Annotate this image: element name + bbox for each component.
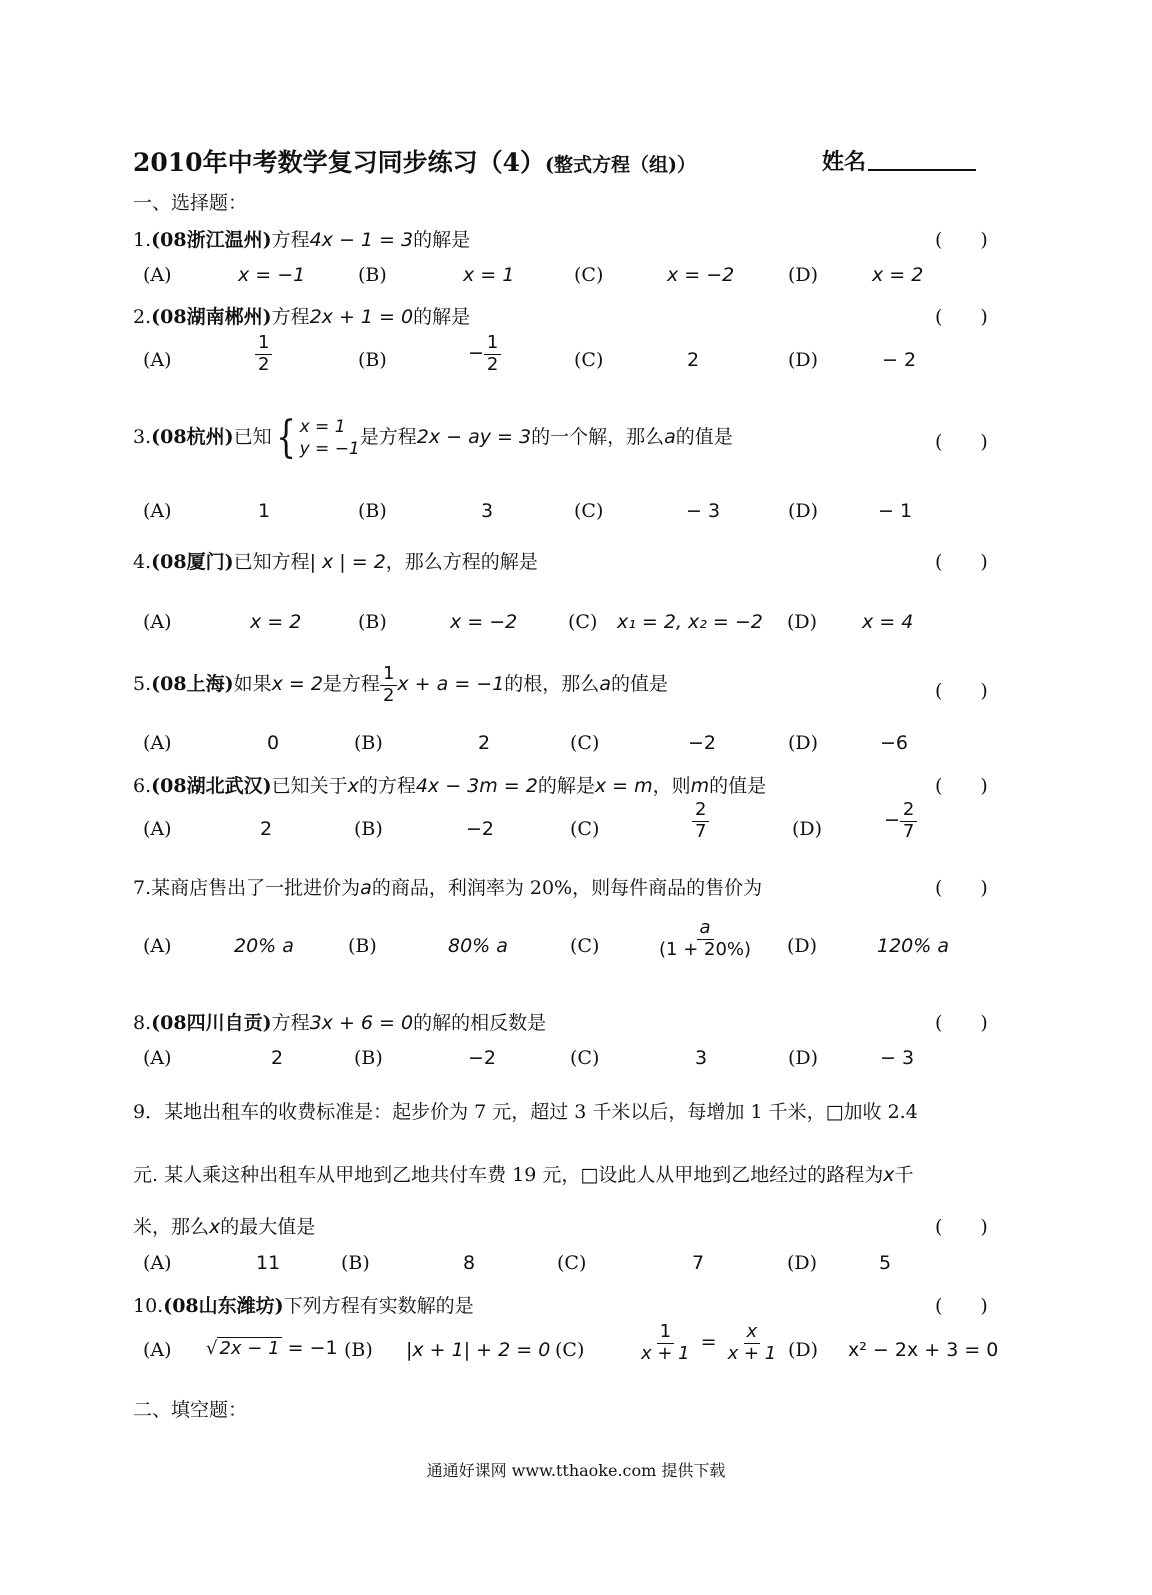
option-b-label: (B): [341, 1252, 370, 1274]
question-5: [133, 664, 668, 706]
option-d-value: x = 4: [862, 611, 914, 633]
option-d-value: x² − 2x + 3 = 0: [848, 1339, 999, 1361]
option-a-value: x = 2: [250, 611, 302, 633]
question-text: 某商店售出了一批进价为: [151, 877, 361, 899]
equation-system: { x = 1 y = −1: [275, 412, 360, 464]
variable: a: [599, 673, 611, 696]
question-number: 6.: [133, 775, 152, 797]
variable: x: [347, 775, 359, 797]
option-d-value: x = 2: [872, 264, 924, 286]
option-a-label: (A): [143, 500, 172, 522]
option-d-label: (D): [787, 1252, 818, 1274]
option-d-value: − 3: [880, 1047, 915, 1069]
section-fill-heading: 二、填空题：: [133, 1399, 248, 1421]
question-text: 米，那么: [133, 1216, 210, 1238]
option-b-value: 80% a: [448, 935, 508, 957]
option-c-label: (C): [568, 611, 598, 633]
question-9-line-1: 9．某地出租车的收费标准是：起步价为 7 元，超过 3 千米以后，每增加 1 千米，□加收 2.4: [133, 1101, 918, 1123]
question-10: [133, 1291, 474, 1318]
question-text: 的商品，利润率为 20%，则每件商品的售价为: [371, 877, 763, 899]
option-c-value: $\frac{1}{x + 1}$ = $\frac{x}{x + 1}$: [641, 1321, 777, 1364]
option-c-value: x₁ = 2, x₂ = −2: [617, 611, 763, 633]
option-c-label: (C): [557, 1252, 587, 1274]
question-2: [133, 302, 470, 329]
option-c-label: (C): [574, 349, 604, 371]
option-a-value: 20% a: [234, 935, 294, 957]
question-text: 的解是: [537, 775, 595, 797]
option-d-label: (D): [788, 349, 819, 371]
option-d-value: 5: [879, 1252, 892, 1274]
question-text: 的一个解，那么: [531, 426, 665, 449]
variable: m: [690, 775, 710, 797]
option-d-value: 120% a: [877, 935, 950, 957]
option-a-label: (A): [143, 611, 172, 633]
option-b-value: |x + 1| + 2 = 0: [406, 1339, 551, 1361]
title-sub: (整式方程（组)）: [544, 154, 696, 176]
option-a-label: (A): [143, 1252, 172, 1274]
answer-blank[interactable]: ( ): [935, 1295, 988, 1317]
option-b-value: 2: [478, 732, 491, 754]
question-9-line-2: [133, 1160, 914, 1187]
question-4: [133, 547, 538, 574]
question-text: 方程: [271, 229, 310, 251]
answer-blank[interactable]: ( ): [935, 306, 988, 328]
answer-blank[interactable]: ( ): [935, 1012, 988, 1034]
question-text: 千: [894, 1164, 914, 1186]
option-c-value: 3: [695, 1047, 708, 1069]
option-c-value: $\frac{2}{7}$: [692, 800, 709, 842]
question-number: 2.: [133, 306, 152, 328]
option-d-label: (D): [787, 611, 818, 633]
option-d-value: − $\frac{2}{7}$: [884, 800, 917, 842]
question-text: 方程: [271, 306, 310, 328]
question-text: ，那么方程的解是: [385, 551, 538, 573]
question-3: [133, 412, 733, 464]
option-b-label: (B): [358, 349, 387, 371]
equation: x + a = −1: [397, 673, 505, 696]
option-a-value: 0: [267, 732, 280, 754]
equation: 3x + 6 = 0: [309, 1012, 414, 1034]
question-text: 如果: [233, 673, 272, 696]
question-source: (08杭州): [151, 426, 234, 449]
equation: 4x − 3m = 2: [415, 775, 538, 797]
option-c-value: 2: [687, 349, 700, 371]
option-a-value: 1: [258, 500, 271, 522]
option-a-value: x = −1: [238, 264, 306, 286]
option-d-label: (D): [788, 500, 819, 522]
option-b-label: (B): [358, 264, 387, 286]
equation: | x | = 2: [309, 551, 386, 573]
name-label: 姓名: [822, 149, 867, 175]
option-b-label: (B): [344, 1339, 373, 1361]
option-b-value: 3: [481, 500, 494, 522]
question-text: 元. 某人乘这种出租车从甲地到乙地共付车费 19 元，□设此人从甲地到乙地经过的路程为: [133, 1164, 884, 1186]
question-7: [133, 873, 762, 900]
question-text: 已知: [233, 426, 272, 449]
option-d-label: (D): [787, 935, 818, 957]
question-number: 7.: [133, 877, 152, 899]
option-d-value: − 1: [878, 500, 913, 522]
question-text: 的方程: [358, 775, 416, 797]
option-b-label: (B): [358, 500, 387, 522]
question-number: 4.: [133, 551, 152, 573]
question-text: 已知方程: [233, 551, 310, 573]
equation: 2x − ay = 3: [416, 426, 532, 449]
answer-blank[interactable]: ( ): [935, 775, 988, 797]
question-1: [133, 225, 470, 252]
option-b-value: x = 1: [463, 264, 515, 286]
option-b-label: (B): [354, 732, 383, 754]
option-c-label: (C): [570, 818, 600, 840]
question-text: 的值是: [675, 426, 733, 449]
option-a-label: (A): [143, 349, 172, 371]
option-a-label: (A): [143, 1047, 172, 1069]
option-d-value: −6: [880, 732, 909, 754]
answer-blank[interactable]: ( ): [935, 551, 988, 573]
question-text: 的解是: [413, 229, 471, 251]
question-source: (08上海): [151, 673, 234, 696]
fraction: $\frac{1}{2}$: [380, 664, 397, 706]
option-b-value: 8: [463, 1252, 476, 1274]
question-text: 的解是: [413, 306, 471, 328]
option-a-value: 2: [271, 1047, 284, 1069]
option-d-value: − 2: [882, 349, 917, 371]
option-b-label: (B): [354, 1047, 383, 1069]
question-6: [133, 771, 766, 798]
question-text: 是方程: [322, 673, 380, 696]
option-c-value: 7: [692, 1252, 705, 1274]
option-c-value: x = −2: [667, 264, 735, 286]
question-text: 下列方程有实数解的是: [283, 1295, 474, 1317]
title-main: 2010年中考数学复习同步练习（4）: [133, 148, 545, 177]
equation: 2x + 1 = 0: [309, 306, 414, 328]
question-number: 1.: [133, 229, 152, 251]
option-b-value: x = −2: [450, 611, 518, 633]
question-text: 方程: [271, 1012, 310, 1034]
name-field[interactable]: [822, 145, 976, 176]
question-source: (08四川自贡): [151, 1012, 272, 1034]
variable: x: [209, 1216, 221, 1238]
option-b-value: − $\frac{1}{2}$: [468, 333, 501, 375]
option-b-label: (B): [354, 818, 383, 840]
question-number: 10.: [133, 1295, 164, 1317]
option-a-label: (A): [143, 935, 172, 957]
option-a-label: (A): [143, 1339, 172, 1361]
option-a-value: √ 2x − 1 = −1: [206, 1337, 338, 1359]
option-c-label: (C): [570, 935, 600, 957]
page-title: [133, 143, 696, 179]
variable: a: [664, 426, 676, 449]
question-9-line-3: [133, 1212, 315, 1239]
question-source: (08湖南郴州): [151, 306, 272, 328]
answer-blank[interactable]: ( ): [935, 680, 988, 702]
question-text: 的最大值是: [220, 1216, 316, 1238]
option-b-value: −2: [468, 1047, 497, 1069]
answer-blank[interactable]: ( ): [935, 431, 988, 453]
question-source: (08浙江温州): [151, 229, 272, 251]
question-source: (08厦门): [151, 551, 234, 573]
option-a-label: (A): [143, 818, 172, 840]
variable: x: [883, 1164, 895, 1186]
question-text: 是方程: [359, 426, 417, 449]
option-d-label: (D): [788, 1339, 819, 1361]
question-text: 的值是: [709, 775, 767, 797]
name-blank-line[interactable]: [868, 149, 976, 171]
option-a-value: 2: [260, 818, 273, 840]
option-c-label: (C): [555, 1339, 585, 1361]
option-a-label: (A): [143, 264, 172, 286]
option-b-value: −2: [466, 818, 495, 840]
page-footer: 通通好课网 www.tthaoke.com 提供下载: [426, 1461, 726, 1480]
question-number: 8.: [133, 1012, 152, 1034]
question-text: 的根，那么: [504, 673, 600, 696]
option-c-value: $\frac{a}{(1 + 20\%)}$: [659, 917, 752, 960]
equation: 4x − 1 = 3: [309, 229, 414, 251]
answer-blank[interactable]: ( ): [935, 229, 988, 251]
variable: a: [360, 877, 372, 899]
answer-blank[interactable]: ( ): [935, 877, 988, 899]
question-text: 的值是: [610, 673, 668, 696]
option-c-value: − 3: [686, 500, 721, 522]
option-a-label: (A): [143, 732, 172, 754]
question-number: 5.: [133, 673, 152, 696]
option-c-label: (C): [574, 264, 604, 286]
option-b-label: (B): [348, 935, 377, 957]
question-source: (08湖北武汉): [151, 775, 272, 797]
option-d-label: (D): [788, 264, 819, 286]
option-d-label: (D): [792, 818, 823, 840]
section-choice-heading: 一、选择题：: [133, 192, 248, 214]
question-text: 已知关于: [271, 775, 348, 797]
option-b-label: (B): [358, 611, 387, 633]
option-c-label: (C): [574, 500, 604, 522]
question-8: [133, 1008, 546, 1035]
option-c-value: −2: [688, 732, 717, 754]
option-a-value: $\frac{1}{2}$: [255, 333, 272, 375]
answer-blank[interactable]: ( ): [935, 1216, 988, 1238]
option-a-value: 11: [256, 1252, 281, 1274]
question-number: 3.: [133, 426, 152, 449]
option-c-label: (C): [570, 1047, 600, 1069]
solution: x = m: [594, 775, 653, 797]
question-text: ，则: [652, 775, 691, 797]
option-d-label: (D): [788, 1047, 819, 1069]
option-d-label: (D): [788, 732, 819, 754]
question-source: (08山东潍坊): [163, 1295, 284, 1317]
option-c-label: (C): [570, 732, 600, 754]
question-text: 的解的相反数是: [413, 1012, 547, 1034]
condition: x = 2: [271, 673, 323, 696]
